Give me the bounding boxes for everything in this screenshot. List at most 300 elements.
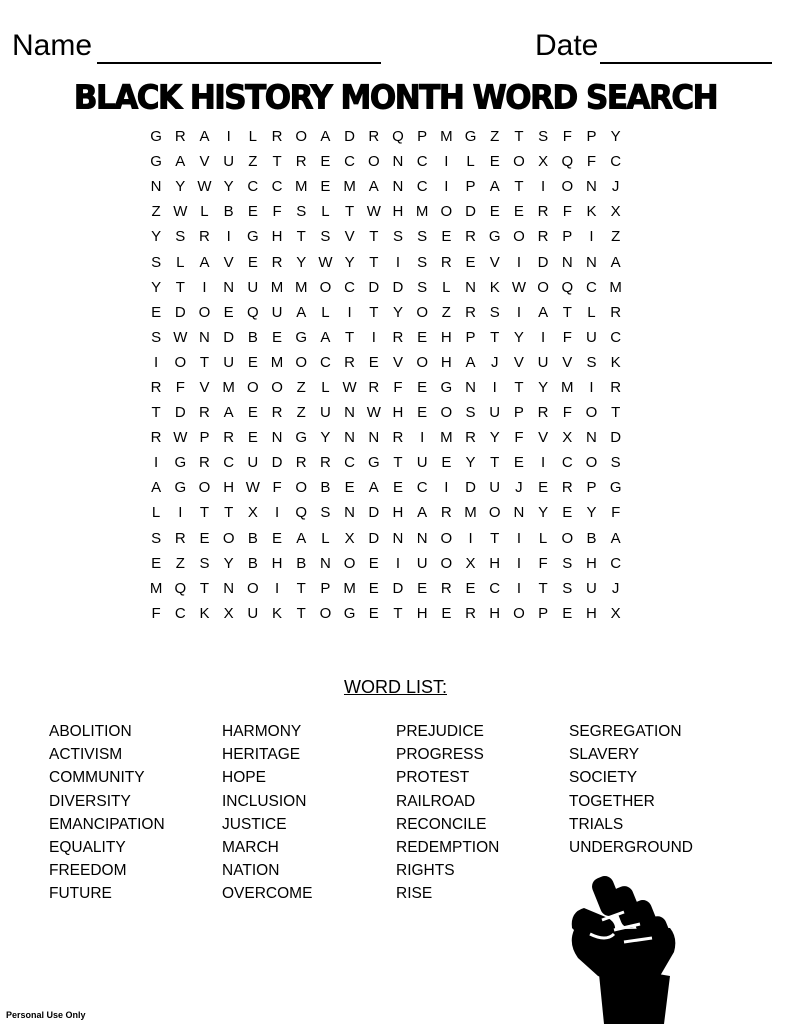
grid-letter[interactable]: I: [178, 504, 183, 522]
grid-letter[interactable]: F: [611, 504, 621, 522]
grid-letter[interactable]: V: [513, 353, 524, 371]
grid-letter[interactable]: R: [392, 429, 404, 447]
grid-letter[interactable]: S: [586, 353, 597, 371]
grid-letter[interactable]: S: [320, 504, 331, 522]
grid-letter[interactable]: W: [366, 404, 381, 422]
grid-letter[interactable]: R: [174, 529, 186, 547]
grid-letter[interactable]: E: [513, 454, 524, 472]
grid-letter[interactable]: H: [392, 203, 404, 221]
grid-letter[interactable]: N: [344, 429, 356, 447]
grid-letter[interactable]: T: [345, 328, 355, 346]
grid-letter[interactable]: D: [174, 303, 186, 321]
grid-letter[interactable]: E: [538, 479, 549, 497]
grid-letter[interactable]: B: [320, 479, 331, 497]
grid-letter[interactable]: T: [490, 529, 500, 547]
grid-letter[interactable]: X: [610, 604, 621, 622]
grid-letter[interactable]: T: [199, 353, 210, 371]
grid-letter[interactable]: O: [537, 278, 549, 296]
grid-letter[interactable]: X: [223, 604, 234, 622]
grid-letter[interactable]: T: [224, 504, 234, 522]
grid-letter[interactable]: H: [489, 604, 501, 622]
grid-letter[interactable]: E: [441, 228, 452, 246]
grid-letter[interactable]: F: [562, 404, 572, 422]
grid-letter[interactable]: B: [247, 529, 258, 547]
grid-letter[interactable]: A: [151, 479, 162, 497]
grid-letter[interactable]: L: [200, 203, 209, 221]
grid-letter[interactable]: V: [489, 253, 500, 271]
grid-letter[interactable]: K: [586, 203, 597, 221]
grid-letter[interactable]: Q: [247, 303, 259, 321]
grid-letter[interactable]: F: [151, 604, 161, 622]
grid-letter[interactable]: R: [295, 153, 307, 171]
grid-letter[interactable]: D: [465, 479, 476, 497]
grid-letter[interactable]: V: [538, 429, 549, 447]
grid-letter[interactable]: T: [369, 228, 379, 246]
grid-letter[interactable]: N: [586, 429, 597, 447]
grid-letter[interactable]: U: [247, 278, 259, 296]
grid-letter[interactable]: L: [321, 529, 330, 547]
grid-letter[interactable]: Y: [296, 253, 307, 271]
grid-letter[interactable]: T: [296, 604, 306, 622]
grid-letter[interactable]: C: [223, 454, 235, 472]
grid-letter[interactable]: G: [150, 128, 162, 146]
grid-letter[interactable]: E: [489, 203, 500, 221]
grid-letter[interactable]: N: [465, 278, 476, 296]
grid-letter[interactable]: R: [440, 504, 452, 522]
grid-letter[interactable]: U: [319, 404, 331, 422]
grid-letter[interactable]: N: [561, 253, 573, 271]
grid-letter[interactable]: T: [393, 454, 403, 472]
grid-letter[interactable]: A: [296, 529, 307, 547]
grid-letter[interactable]: I: [516, 554, 521, 572]
grid-letter[interactable]: I: [202, 278, 207, 296]
grid-letter[interactable]: T: [514, 378, 524, 396]
grid-letter[interactable]: E: [272, 529, 283, 547]
grid-letter[interactable]: R: [344, 353, 356, 371]
grid-letter[interactable]: E: [465, 253, 476, 271]
grid-letter[interactable]: A: [417, 504, 428, 522]
grid-letter[interactable]: T: [562, 303, 572, 321]
grid-letter[interactable]: S: [562, 554, 573, 572]
grid-letter[interactable]: O: [319, 278, 332, 296]
grid-letter[interactable]: O: [585, 454, 598, 472]
grid-letter[interactable]: G: [343, 604, 356, 622]
grid-letter[interactable]: T: [514, 128, 524, 146]
grid-letter[interactable]: D: [392, 579, 404, 597]
grid-letter[interactable]: T: [490, 454, 500, 472]
grid-letter[interactable]: A: [465, 353, 476, 371]
grid-letter[interactable]: N: [344, 504, 356, 522]
grid-letter[interactable]: V: [223, 253, 234, 271]
grid-letter[interactable]: E: [489, 153, 500, 171]
grid-letter[interactable]: T: [369, 253, 379, 271]
grid-letter[interactable]: S: [538, 128, 549, 146]
grid-letter[interactable]: N: [223, 278, 235, 296]
grid-letter[interactable]: D: [392, 278, 404, 296]
grid-letter[interactable]: E: [392, 479, 403, 497]
grid-letter[interactable]: S: [465, 404, 476, 422]
grid-letter[interactable]: E: [368, 579, 379, 597]
grid-letter[interactable]: I: [395, 554, 401, 572]
grid-letter[interactable]: F: [272, 479, 282, 497]
grid-letter[interactable]: L: [466, 153, 475, 171]
grid-letter[interactable]: B: [223, 203, 234, 221]
grid-letter[interactable]: S: [151, 253, 162, 271]
grid-letter[interactable]: U: [247, 454, 259, 472]
grid-letter[interactable]: F: [272, 203, 282, 221]
grid-letter[interactable]: N: [344, 404, 356, 422]
grid-letter[interactable]: R: [295, 454, 307, 472]
grid-letter[interactable]: W: [173, 429, 188, 447]
grid-letter[interactable]: S: [392, 228, 403, 246]
grid-letter[interactable]: A: [175, 153, 186, 171]
grid-letter[interactable]: R: [392, 328, 404, 346]
grid-letter[interactable]: R: [271, 128, 283, 146]
grid-letter[interactable]: W: [173, 203, 188, 221]
grid-letter[interactable]: R: [610, 303, 622, 321]
grid-letter[interactable]: C: [489, 579, 501, 597]
grid-letter[interactable]: U: [586, 579, 597, 597]
grid-letter[interactable]: N: [586, 253, 597, 271]
grid-letter[interactable]: O: [585, 404, 598, 422]
grid-letter[interactable]: O: [513, 604, 525, 622]
grid-letter[interactable]: U: [416, 454, 428, 472]
grid-letter[interactable]: P: [465, 178, 476, 196]
grid-letter[interactable]: S: [417, 253, 428, 271]
grid-letter[interactable]: K: [489, 278, 500, 296]
grid-letter[interactable]: Y: [151, 228, 162, 246]
grid-letter[interactable]: O: [488, 504, 501, 522]
grid-letter[interactable]: F: [562, 128, 572, 146]
grid-letter[interactable]: O: [513, 228, 525, 246]
grid-letter[interactable]: I: [589, 228, 594, 246]
grid-letter[interactable]: T: [199, 504, 210, 522]
grid-letter[interactable]: O: [440, 404, 453, 422]
grid-letter[interactable]: D: [368, 529, 380, 547]
grid-letter[interactable]: I: [516, 579, 521, 597]
grid-letter[interactable]: J: [611, 579, 620, 597]
grid-letter[interactable]: Y: [392, 303, 403, 321]
grid-letter[interactable]: I: [395, 253, 401, 271]
grid-letter[interactable]: A: [610, 253, 621, 271]
grid-letter[interactable]: I: [154, 454, 159, 472]
grid-letter[interactable]: S: [175, 228, 186, 246]
grid-letter[interactable]: E: [417, 404, 428, 422]
grid-letter[interactable]: R: [271, 253, 283, 271]
grid-letter[interactable]: U: [489, 404, 501, 422]
grid-letter[interactable]: E: [344, 479, 355, 497]
grid-letter[interactable]: Z: [441, 303, 451, 321]
grid-letter[interactable]: A: [320, 128, 331, 146]
grid-letter[interactable]: G: [174, 454, 187, 472]
grid-letter[interactable]: N: [223, 579, 235, 597]
grid-letter[interactable]: L: [321, 303, 330, 321]
grid-letter[interactable]: R: [465, 228, 476, 246]
grid-letter[interactable]: Q: [174, 579, 187, 597]
grid-letter[interactable]: O: [561, 529, 574, 547]
grid-letter[interactable]: G: [295, 328, 308, 346]
grid-letter[interactable]: O: [416, 353, 428, 371]
grid-letter[interactable]: R: [537, 228, 549, 246]
name-field-line[interactable]: [97, 62, 381, 64]
grid-letter[interactable]: R: [465, 604, 476, 622]
grid-letter[interactable]: Z: [611, 228, 621, 246]
grid-letter[interactable]: C: [610, 328, 622, 346]
grid-letter[interactable]: M: [440, 128, 453, 146]
grid-letter[interactable]: Y: [223, 554, 234, 572]
grid-letter[interactable]: R: [440, 253, 452, 271]
grid-letter[interactable]: O: [440, 203, 453, 221]
grid-letter[interactable]: I: [154, 353, 159, 371]
grid-letter[interactable]: Y: [175, 178, 186, 196]
grid-letter[interactable]: W: [173, 328, 188, 346]
grid-letter[interactable]: F: [586, 153, 597, 171]
grid-letter[interactable]: E: [223, 303, 234, 321]
grid-letter[interactable]: X: [562, 429, 573, 447]
grid-letter[interactable]: E: [368, 604, 379, 622]
grid-letter[interactable]: Y: [538, 504, 549, 522]
grid-letter[interactable]: E: [320, 153, 331, 171]
grid-letter[interactable]: E: [513, 203, 524, 221]
grid-letter[interactable]: Y: [489, 429, 500, 447]
grid-letter[interactable]: S: [417, 228, 428, 246]
grid-letter[interactable]: T: [611, 404, 621, 422]
grid-letter[interactable]: E: [368, 353, 379, 371]
grid-letter[interactable]: N: [416, 529, 428, 547]
grid-letter[interactable]: L: [587, 303, 596, 321]
grid-letter[interactable]: F: [175, 378, 185, 396]
grid-letter[interactable]: R: [440, 579, 452, 597]
grid-letter[interactable]: Q: [561, 153, 574, 171]
grid-letter[interactable]: K: [610, 353, 621, 371]
grid-letter[interactable]: F: [514, 429, 524, 447]
grid-letter[interactable]: I: [541, 454, 546, 472]
grid-letter[interactable]: R: [174, 128, 186, 146]
grid-letter[interactable]: F: [538, 554, 548, 572]
grid-letter[interactable]: S: [199, 554, 210, 572]
grid-letter[interactable]: G: [150, 153, 162, 171]
grid-letter[interactable]: I: [541, 328, 546, 346]
grid-letter[interactable]: O: [271, 378, 283, 396]
grid-letter[interactable]: D: [537, 253, 549, 271]
grid-letter[interactable]: A: [296, 303, 307, 321]
grid-letter[interactable]: J: [515, 479, 523, 497]
grid-letter[interactable]: C: [586, 278, 597, 296]
grid-letter[interactable]: P: [513, 404, 524, 422]
grid-letter[interactable]: W: [342, 378, 357, 396]
grid-letter[interactable]: A: [489, 178, 500, 196]
grid-letter[interactable]: Q: [392, 128, 404, 146]
grid-letter[interactable]: P: [417, 128, 428, 146]
grid-letter[interactable]: C: [344, 278, 356, 296]
grid-letter[interactable]: T: [151, 404, 161, 422]
grid-letter[interactable]: X: [247, 504, 258, 522]
grid-letter[interactable]: U: [489, 479, 501, 497]
grid-letter[interactable]: N: [271, 429, 283, 447]
grid-letter[interactable]: P: [320, 579, 331, 597]
grid-letter[interactable]: R: [199, 404, 210, 422]
grid-letter[interactable]: V: [392, 353, 403, 371]
grid-letter[interactable]: R: [150, 429, 162, 447]
grid-letter[interactable]: R: [368, 128, 380, 146]
grid-letter[interactable]: Y: [344, 253, 355, 271]
grid-letter[interactable]: E: [417, 328, 428, 346]
grid-letter[interactable]: A: [368, 479, 379, 497]
grid-letter[interactable]: J: [611, 178, 620, 196]
grid-letter[interactable]: O: [513, 153, 525, 171]
grid-letter[interactable]: M: [464, 504, 477, 522]
grid-letter[interactable]: G: [247, 228, 259, 246]
grid-letter[interactable]: M: [294, 178, 308, 196]
grid-letter[interactable]: F: [562, 203, 572, 221]
grid-letter[interactable]: S: [610, 454, 621, 472]
grid-letter[interactable]: H: [586, 554, 597, 572]
grid-letter[interactable]: M: [149, 579, 163, 597]
grid-letter[interactable]: H: [392, 404, 404, 422]
grid-letter[interactable]: R: [199, 228, 210, 246]
grid-letter[interactable]: U: [586, 328, 597, 346]
grid-letter[interactable]: N: [319, 554, 331, 572]
grid-letter[interactable]: N: [586, 178, 597, 196]
grid-letter[interactable]: C: [416, 479, 428, 497]
grid-letter[interactable]: D: [610, 429, 622, 447]
grid-letter[interactable]: R: [537, 203, 549, 221]
grid-letter[interactable]: C: [344, 153, 356, 171]
grid-letter[interactable]: Y: [610, 128, 621, 146]
grid-letter[interactable]: C: [319, 353, 331, 371]
grid-letter[interactable]: R: [150, 378, 162, 396]
grid-letter[interactable]: M: [440, 429, 453, 447]
grid-letter[interactable]: R: [465, 303, 476, 321]
grid-letter[interactable]: H: [586, 604, 597, 622]
grid-letter[interactable]: O: [561, 178, 574, 196]
grid-letter[interactable]: L: [248, 128, 258, 146]
grid-letter[interactable]: E: [151, 303, 162, 321]
grid-letter[interactable]: T: [369, 303, 379, 321]
grid-letter[interactable]: U: [416, 554, 428, 572]
grid-letter[interactable]: M: [609, 278, 622, 296]
grid-letter[interactable]: O: [343, 554, 356, 572]
grid-letter[interactable]: T: [296, 579, 306, 597]
grid-letter[interactable]: B: [586, 529, 597, 547]
grid-letter[interactable]: V: [199, 378, 210, 396]
grid-letter[interactable]: P: [465, 328, 476, 346]
grid-letter[interactable]: N: [150, 178, 162, 196]
grid-letter[interactable]: P: [538, 604, 549, 622]
grid-letter[interactable]: C: [416, 178, 428, 196]
grid-letter[interactable]: M: [415, 203, 429, 221]
grid-letter[interactable]: T: [272, 153, 282, 171]
grid-letter[interactable]: W: [511, 278, 526, 296]
grid-letter[interactable]: A: [538, 303, 549, 321]
grid-letter[interactable]: I: [516, 529, 521, 547]
grid-letter[interactable]: B: [296, 554, 307, 572]
grid-letter[interactable]: Y: [151, 278, 162, 296]
grid-letter[interactable]: R: [223, 429, 235, 447]
grid-letter[interactable]: H: [440, 353, 452, 371]
grid-letter[interactable]: A: [199, 253, 210, 271]
grid-letter[interactable]: O: [319, 604, 332, 622]
grid-letter[interactable]: Z: [490, 128, 500, 146]
grid-letter[interactable]: Z: [248, 153, 258, 171]
grid-letter[interactable]: C: [416, 153, 428, 171]
date-field-line[interactable]: [600, 62, 772, 64]
grid-letter[interactable]: G: [295, 429, 308, 447]
grid-letter[interactable]: N: [368, 429, 380, 447]
grid-letter[interactable]: L: [442, 278, 451, 296]
grid-letter[interactable]: Y: [538, 378, 549, 396]
grid-letter[interactable]: U: [271, 303, 283, 321]
grid-letter[interactable]: S: [151, 529, 162, 547]
grid-letter[interactable]: J: [490, 353, 499, 371]
grid-letter[interactable]: P: [586, 479, 597, 497]
grid-letter[interactable]: L: [176, 253, 185, 271]
grid-letter[interactable]: T: [538, 579, 548, 597]
grid-letter[interactable]: D: [465, 203, 476, 221]
grid-letter[interactable]: U: [537, 353, 549, 371]
grid-letter[interactable]: U: [247, 604, 259, 622]
grid-letter[interactable]: G: [174, 479, 187, 497]
grid-letter[interactable]: W: [318, 253, 333, 271]
grid-letter[interactable]: O: [174, 353, 187, 371]
grid-letter[interactable]: S: [151, 328, 162, 346]
grid-letter[interactable]: O: [295, 128, 308, 146]
grid-letter[interactable]: L: [321, 378, 330, 396]
grid-letter[interactable]: E: [151, 554, 162, 572]
grid-letter[interactable]: S: [489, 303, 500, 321]
grid-letter[interactable]: C: [610, 153, 622, 171]
grid-letter[interactable]: M: [343, 579, 356, 597]
grid-letter[interactable]: R: [610, 378, 622, 396]
grid-letter[interactable]: E: [417, 579, 428, 597]
grid-letter[interactable]: I: [274, 579, 280, 597]
grid-letter[interactable]: C: [344, 454, 356, 472]
grid-letter[interactable]: Y: [586, 504, 597, 522]
grid-letter[interactable]: M: [294, 278, 308, 296]
grid-letter[interactable]: T: [393, 604, 403, 622]
grid-letter[interactable]: I: [589, 378, 594, 396]
grid-letter[interactable]: N: [392, 153, 404, 171]
grid-letter[interactable]: Y: [320, 429, 331, 447]
grid-letter[interactable]: V: [344, 228, 355, 246]
grid-letter[interactable]: X: [538, 153, 549, 171]
grid-letter[interactable]: R: [561, 479, 573, 497]
grid-letter[interactable]: P: [586, 128, 597, 146]
grid-letter[interactable]: I: [274, 504, 280, 522]
grid-letter[interactable]: E: [247, 429, 258, 447]
grid-letter[interactable]: Z: [151, 203, 161, 221]
grid-letter[interactable]: F: [562, 328, 572, 346]
grid-letter[interactable]: E: [441, 454, 452, 472]
grid-letter[interactable]: C: [271, 178, 283, 196]
grid-letter[interactable]: N: [392, 529, 404, 547]
grid-letter[interactable]: O: [198, 479, 211, 497]
grid-letter[interactable]: G: [609, 479, 622, 497]
grid-letter[interactable]: O: [367, 153, 380, 171]
grid-letter[interactable]: O: [247, 579, 259, 597]
grid-letter[interactable]: B: [247, 328, 258, 346]
grid-letter[interactable]: D: [174, 404, 186, 422]
grid-letter[interactable]: E: [441, 604, 452, 622]
grid-letter[interactable]: D: [344, 128, 356, 146]
grid-letter[interactable]: U: [223, 153, 235, 171]
grid-letter[interactable]: M: [270, 353, 284, 371]
grid-letter[interactable]: H: [223, 479, 235, 497]
grid-letter[interactable]: R: [199, 454, 210, 472]
grid-letter[interactable]: Y: [465, 454, 476, 472]
grid-letter[interactable]: I: [492, 378, 497, 396]
grid-letter[interactable]: Y: [513, 328, 524, 346]
